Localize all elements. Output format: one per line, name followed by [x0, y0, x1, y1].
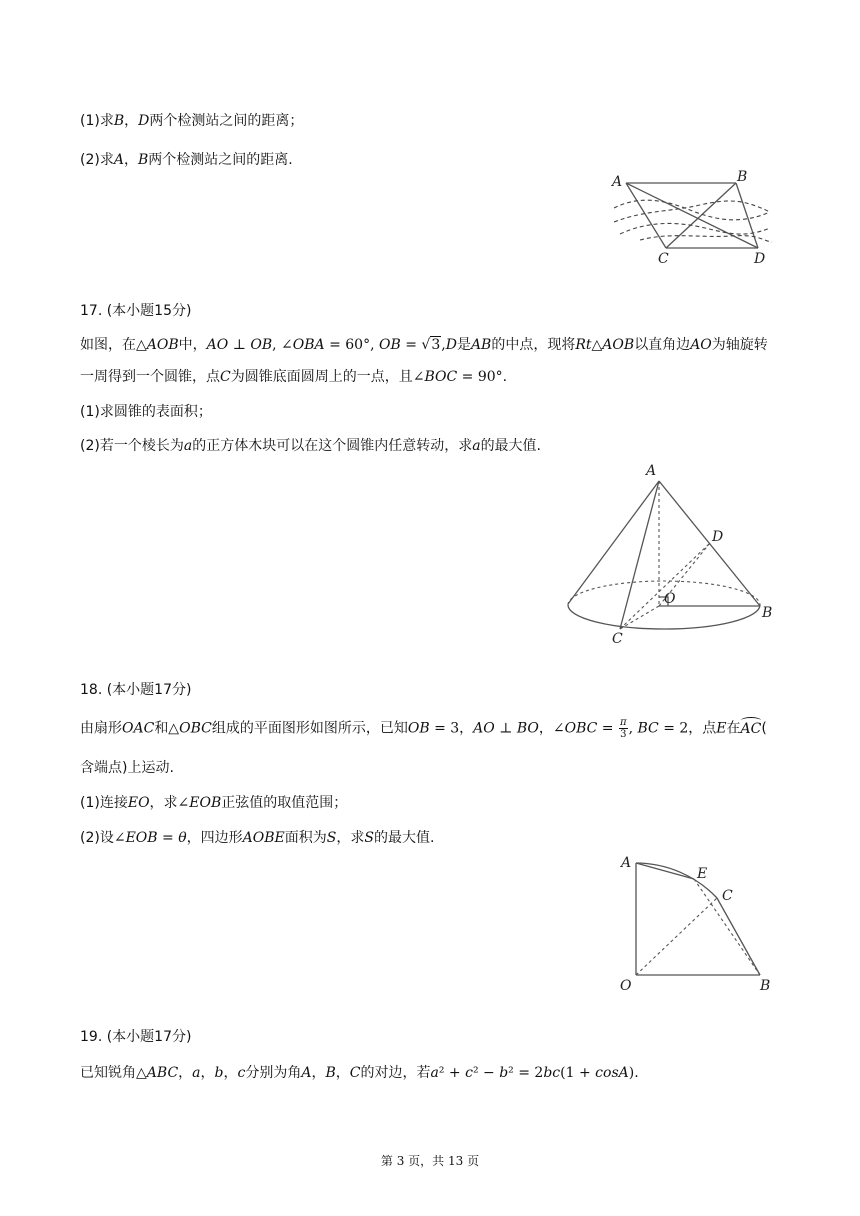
- fig18-segment-ae: [636, 863, 694, 879]
- q17-stem-line1: 如图，在△AOB中，AO ⊥ OB, ∠OBA = 60°, OB = √3,D是AB的中点，现将Rt△AOB以直角边AO为轴旋转: [80, 337, 768, 353]
- fig18-label-a: A: [621, 855, 632, 871]
- q16-part2: (2)求A，B两个检测站之间的距离.: [80, 152, 293, 168]
- q18-part2: (2)设∠EOB = θ，四边形AOBE面积为S，求S的最大值.: [80, 830, 435, 846]
- fig17-label-d: D: [712, 529, 724, 545]
- fig16-label-b: B: [737, 169, 748, 185]
- q18-part1: (1)连接EO，求∠EOB正弦值的取值范围；: [80, 795, 348, 811]
- q17-header: 17. (本小题15分): [80, 303, 192, 319]
- fig18-segment-oc: [636, 898, 717, 975]
- fig16-label-d: D: [754, 251, 766, 267]
- q16-part1: (1)求B，D两个检测站之间的距离；: [80, 113, 304, 129]
- fig18-label-c: C: [722, 888, 733, 904]
- q17-stem-line2: 一周得到一个圆锥，点C为圆锥底面圆周上的一点，且∠BOC = 90°.: [80, 369, 508, 385]
- page-footer: 第 3 页，共 13 页: [380, 1154, 480, 1168]
- q17-part1: (1)求圆锥的表面积；: [80, 404, 212, 420]
- fig16-label-c: C: [658, 251, 669, 267]
- fig18-label-b: B: [760, 978, 771, 994]
- fig18-segment-cb: [717, 898, 760, 975]
- fig17-label-c: C: [612, 631, 623, 647]
- fig17-label-b: B: [762, 605, 773, 621]
- fig18-label-e: E: [697, 866, 708, 882]
- q18-stem-line1: 由扇形OAC和△OBC组成的平面图形如图所示，已知OB = 3，AO ⊥ BO，∠OBC = $\frac{\pi}{3}$ , BC = 2，点E在AC(: [80, 717, 767, 740]
- q19-stem-line1: 已知锐角△ABC，a，b，c分别为角A，B，C的对边，若a² + c² − b² = 2bc(1 + cosA).: [80, 1065, 639, 1081]
- q17-part2: (2)若一个棱长为a的正方体木块可以在这个圆锥内任意转动，求a的最大值.: [80, 438, 542, 454]
- q19-header: 19. (本小题17分): [80, 1029, 192, 1045]
- fig18-label-o: O: [620, 978, 632, 994]
- fig16-label-a: A: [612, 174, 623, 190]
- q18-stem-line2: 含端点)上运动.: [80, 760, 174, 776]
- fig17-label-a: A: [646, 463, 657, 479]
- q18-header: 18. (本小题17分): [80, 682, 192, 698]
- fig17-label-o: O: [664, 591, 676, 607]
